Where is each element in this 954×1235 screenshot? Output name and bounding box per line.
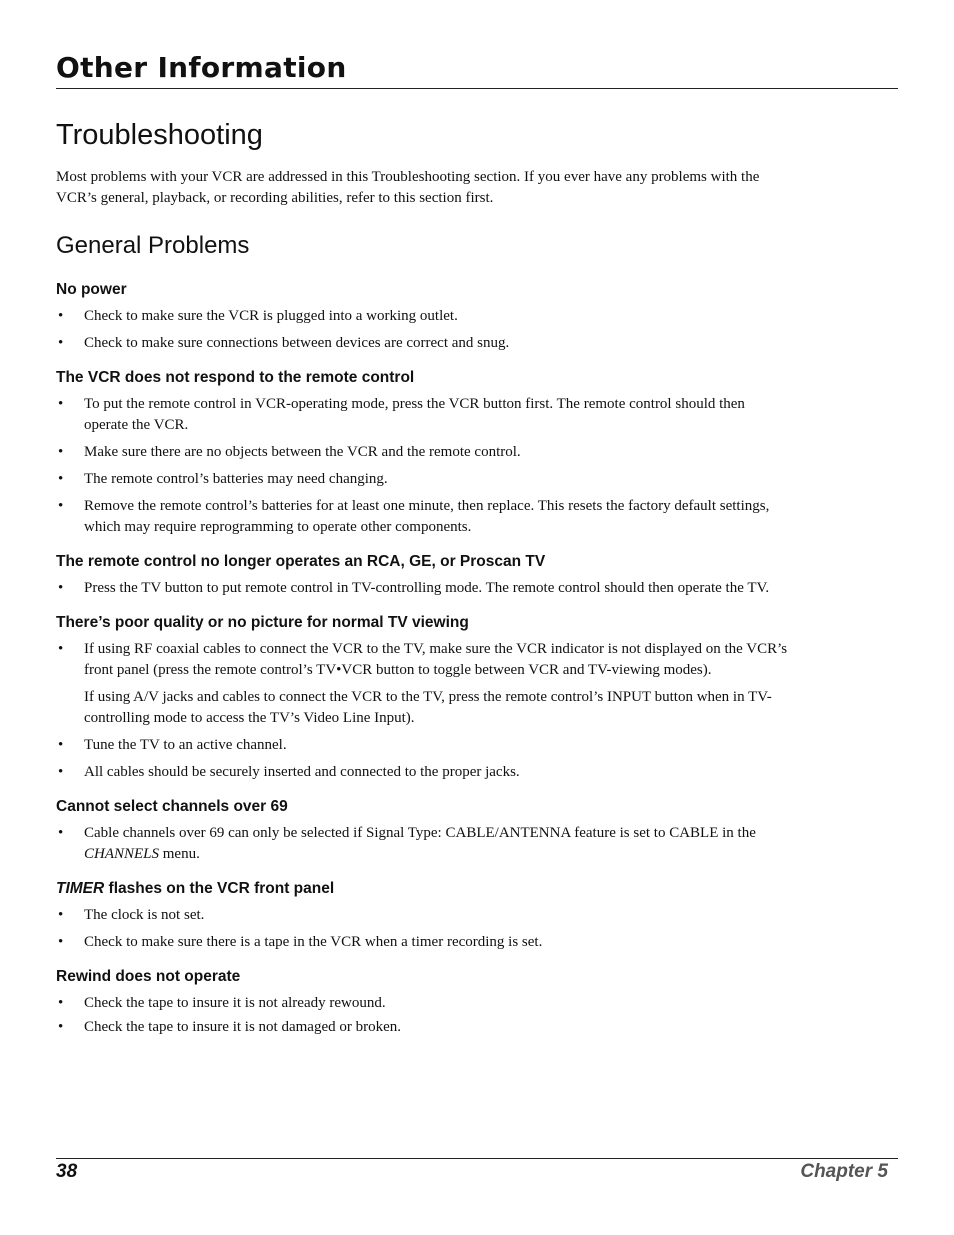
list-item: • Check the tape to insure it is not damaged or broken. bbox=[56, 1017, 788, 1038]
list-item: • All cables should be securely inserted and connected to the proper jacks. bbox=[56, 762, 788, 783]
list-item: • Tune the TV to an active channel. bbox=[56, 735, 788, 756]
problem-heading-tv-remote: The remote control no longer operates an RCA, GE, or Proscan TV bbox=[56, 553, 546, 570]
timer-list bbox=[56, 905, 788, 953]
list-item: • The remote control’s batteries may need changing. bbox=[56, 469, 788, 490]
footer-divider bbox=[56, 1158, 898, 1159]
header-divider bbox=[56, 88, 898, 89]
list-item: • Remove the remote control’s batteries for at least one minute, then replace. This resets the factory default settings, which may require reprogramming to operate other components. bbox=[56, 496, 788, 538]
remote-list bbox=[56, 394, 788, 538]
list-item: • The clock is not set. bbox=[56, 905, 788, 926]
list-item: • Press the TV button to put remote control in TV-controlling mode. The remote control should then operate the TV. bbox=[56, 578, 788, 599]
picture-list-continued bbox=[56, 735, 788, 783]
problem-heading-no-power: No power bbox=[56, 281, 127, 298]
rewind-list bbox=[56, 993, 788, 1038]
chapter-title: Other Information bbox=[56, 51, 347, 84]
page-content bbox=[56, 116, 788, 1041]
picture-list bbox=[56, 639, 788, 681]
list-item: • Check to make sure connections between devices are correct and snug. bbox=[56, 333, 788, 354]
list-item: • Check the tape to insure it is not already rewound. bbox=[56, 993, 788, 1014]
problem-heading-timer bbox=[56, 879, 788, 899]
list-item: • If using RF coaxial cables to connect the VCR to the TV, make sure the VCR indicator is not displayed on the VCR’s front panel (press the remote control’s TV•VCR button to toggle between VCR and TV-viewing modes). bbox=[56, 639, 788, 681]
list-item-continuation: If using A/V jacks and cables to connect the VCR to the TV, press the remote control’s INPUT button when in TV-controlling mode to access the TV’s Video Line Input). bbox=[84, 689, 772, 726]
footer-chapter-label: Chapter 5 bbox=[800, 1161, 888, 1182]
problem-heading-channels: Cannot select channels over 69 bbox=[56, 798, 288, 815]
list-item-suffix: menu. bbox=[162, 846, 200, 862]
list-item: • Check to make sure the VCR is plugged into a working outlet. bbox=[56, 306, 788, 327]
list-item: • To put the remote control in VCR-operating mode, press the VCR button first. The remote control should then operate the VCR. bbox=[56, 394, 788, 436]
problem-heading-remote: The VCR does not respond to the remote control bbox=[56, 369, 415, 386]
tv-remote-list bbox=[56, 578, 788, 599]
list-item: • Make sure there are no objects between the VCR and the remote control. bbox=[56, 442, 788, 463]
menu-name: CHANNELS bbox=[84, 846, 160, 862]
page-title: Troubleshooting bbox=[56, 119, 263, 151]
channels-list bbox=[56, 823, 788, 865]
problem-heading-rewind: Rewind does not operate bbox=[56, 968, 241, 985]
section-title: General Problems bbox=[56, 232, 250, 259]
timer-heading-text: flashes on the VCR front panel bbox=[108, 880, 335, 897]
problem-heading-picture: There’s poor quality or no picture for normal TV viewing bbox=[56, 614, 469, 631]
list-item: • Check to make sure there is a tape in the VCR when a timer recording is set. bbox=[56, 932, 788, 953]
no-power-list bbox=[56, 306, 788, 354]
list-item-text: Cable channels over 69 can only be selected if Signal Type: CABLE/ANTENNA feature is set to CABLE in the bbox=[84, 825, 756, 841]
page-number: 38 bbox=[56, 1161, 78, 1182]
timer-indicator-name: TIMER bbox=[56, 880, 105, 897]
list-item bbox=[56, 823, 788, 865]
intro-paragraph: Most problems with your VCR are addressed in this Troubleshooting section. If you ever have any problems with the VCR’s general, playback, or recording abilities, refer to this section first. bbox=[56, 169, 760, 206]
